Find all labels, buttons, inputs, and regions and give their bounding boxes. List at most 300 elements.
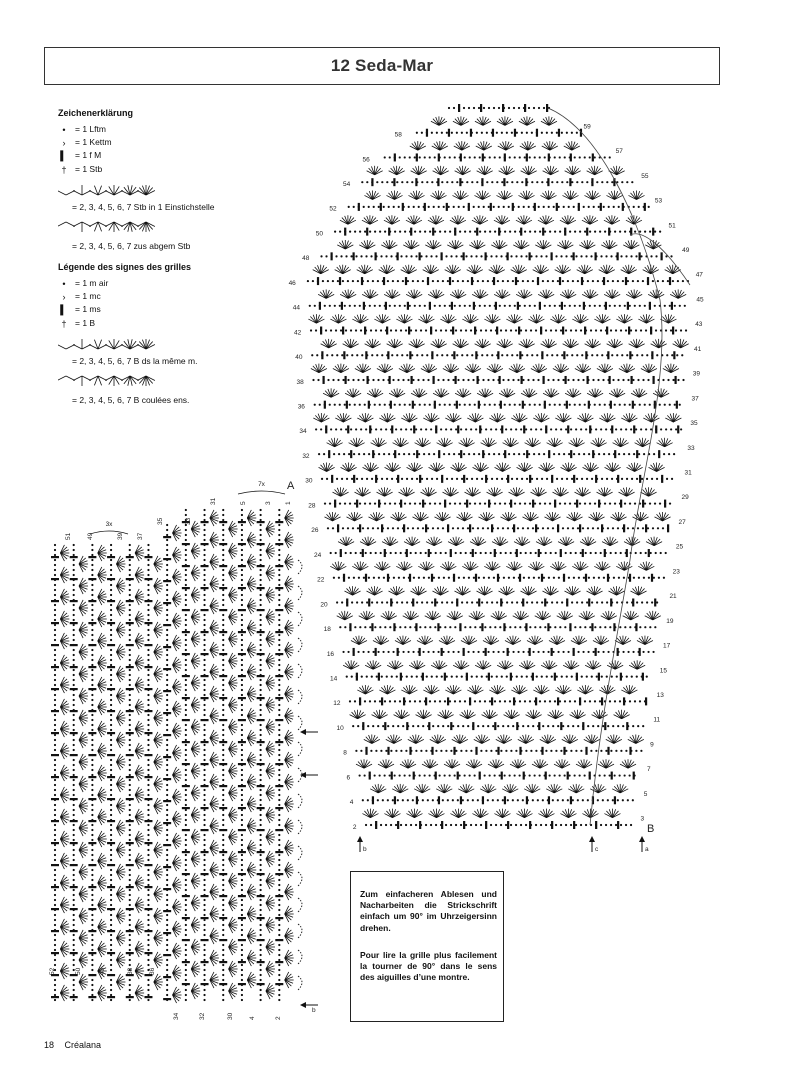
chain-dot — [147, 844, 149, 846]
chain-dot — [380, 750, 382, 752]
chain-dot — [129, 584, 131, 586]
chain-dot — [593, 206, 595, 208]
chain-dot — [260, 834, 262, 836]
sc-bar — [317, 277, 319, 285]
chain-dot — [110, 724, 112, 726]
chain-dot — [54, 859, 56, 861]
chain-dot — [394, 231, 396, 233]
chain-dot — [396, 181, 398, 183]
chain-dot — [489, 305, 491, 307]
chain-dot — [110, 544, 112, 546]
chain-dot — [522, 651, 524, 653]
chain-dot — [617, 799, 619, 801]
chain-dot — [241, 814, 243, 816]
chain-dot — [241, 934, 243, 936]
chain-dot — [377, 799, 379, 801]
chain-dot — [110, 894, 112, 896]
chain-dot — [535, 750, 537, 752]
chain-dot — [222, 869, 224, 871]
sc-bar — [562, 327, 564, 335]
sc-bar — [573, 475, 575, 483]
chain-dot — [278, 709, 280, 711]
chain-dot — [614, 774, 616, 776]
chain-dot — [334, 231, 336, 233]
chain-dot — [335, 428, 337, 430]
chain-dot — [147, 914, 149, 916]
sc-bar — [201, 741, 209, 743]
chain-dot — [222, 569, 224, 571]
chain-dot — [203, 714, 205, 716]
stitch-fan — [623, 611, 639, 620]
stitch-fan — [364, 734, 380, 743]
chain-dot — [611, 478, 613, 480]
chain-dot — [344, 626, 346, 628]
chain-dot — [241, 819, 243, 821]
chain-dot — [669, 305, 671, 307]
chain-dot — [509, 404, 511, 406]
chain-dot — [241, 659, 243, 661]
chain-dot — [565, 824, 567, 826]
chain-dot — [241, 664, 243, 666]
chain-dot — [597, 527, 599, 529]
chain-dot — [260, 859, 262, 861]
chain-dot — [147, 744, 149, 746]
sc-bar — [107, 578, 115, 580]
sc-bar — [413, 425, 415, 433]
chain-dot — [110, 564, 112, 566]
chain-dot — [433, 577, 435, 579]
sc-bar — [126, 578, 134, 580]
chain-dot — [335, 552, 337, 554]
chain-dot — [203, 954, 205, 956]
chain-dot — [222, 689, 224, 691]
stitch-fan — [173, 943, 182, 959]
chain-dot — [449, 774, 451, 776]
chain-dot — [389, 156, 391, 158]
chain-dot — [166, 914, 168, 916]
chain-dot — [54, 574, 56, 576]
chain-dot — [110, 639, 112, 641]
chain-dot — [185, 839, 187, 841]
chain-dot — [471, 478, 473, 480]
sc-bar — [517, 302, 519, 310]
chain-dot — [91, 759, 93, 761]
sc-bar — [219, 587, 227, 589]
chain-dot — [73, 894, 75, 896]
sc-bar — [275, 697, 283, 699]
sc-bar — [366, 376, 368, 384]
stitch-fan — [98, 897, 107, 913]
chain-dot — [260, 649, 262, 651]
chain-dot — [185, 989, 187, 991]
stitch-fan — [638, 314, 654, 323]
chain-dot — [110, 904, 112, 906]
sc-bar — [238, 807, 246, 809]
stitch-fan — [594, 561, 610, 570]
sc-bar — [126, 688, 134, 690]
chain-dot — [445, 428, 447, 430]
chain-dot — [610, 255, 612, 257]
chain-dot — [278, 614, 280, 616]
chain-dot — [166, 614, 168, 616]
chain-dot — [54, 784, 56, 786]
chain-dot — [203, 924, 205, 926]
chain-dot — [110, 634, 112, 636]
sc-bar — [537, 277, 539, 285]
chain-dot — [185, 684, 187, 686]
chain-dot — [110, 834, 112, 836]
chain-dot — [409, 156, 411, 158]
chain-dot — [222, 944, 224, 946]
chain-dot — [500, 552, 502, 554]
stitch-fan — [79, 974, 88, 990]
stitch-fan — [587, 166, 603, 175]
chain-dot — [574, 700, 576, 702]
sc-bar — [70, 666, 78, 668]
sc-bar — [525, 178, 527, 186]
chain-dot — [337, 379, 339, 381]
sc-bar — [257, 895, 265, 897]
sc-bar — [495, 302, 497, 310]
chain-dot — [147, 949, 149, 951]
stitch-fan — [210, 752, 219, 768]
stitch-fan — [550, 561, 566, 570]
stitch-fan — [229, 521, 238, 537]
chain-dot — [54, 984, 56, 986]
chain-dot — [586, 181, 588, 183]
sc-bar — [388, 376, 390, 384]
chain-dot — [166, 759, 168, 761]
chart-row — [323, 388, 669, 397]
chain-dot — [615, 428, 617, 430]
stitch-fan — [511, 413, 527, 422]
chain-dot — [203, 664, 205, 666]
sc-bar — [441, 475, 443, 483]
chain-dot — [278, 959, 280, 961]
chain-dot — [464, 156, 466, 158]
stitch-fan — [407, 463, 423, 472]
stitch-fan — [191, 653, 200, 669]
chart-row — [364, 191, 644, 200]
chain-dot — [366, 478, 368, 480]
sc-bar — [365, 351, 367, 359]
chain-dot — [91, 879, 93, 881]
chain-dot — [91, 889, 93, 891]
chain-dot — [540, 552, 542, 554]
chain-dot — [548, 577, 550, 579]
sc-bar — [636, 450, 638, 458]
sc-bar — [126, 710, 134, 712]
chain-dot — [110, 549, 112, 551]
stitch-fan — [560, 289, 576, 298]
chain-dot — [54, 809, 56, 811]
chain-dot — [166, 629, 168, 631]
sc-bar — [500, 401, 502, 409]
chain-dot — [73, 989, 75, 991]
sc-bar — [560, 722, 562, 730]
chain-dot — [129, 749, 131, 751]
chain-dot — [445, 329, 447, 331]
stitch-fan — [612, 784, 628, 793]
chain-dot — [419, 404, 421, 406]
chain-dot — [147, 984, 149, 986]
chain-dot — [73, 934, 75, 936]
stitch-fan — [638, 561, 654, 570]
chain-dot — [453, 206, 455, 208]
chart-column — [229, 521, 238, 999]
sc-bar — [674, 376, 676, 384]
chain-dot — [166, 524, 168, 526]
stitch-fan — [79, 578, 88, 594]
chain-dot — [555, 329, 557, 331]
chain-dot — [633, 206, 635, 208]
chain-dot — [499, 305, 501, 307]
stitch-fan — [340, 289, 356, 298]
chain-dot — [492, 799, 494, 801]
stitch-fan — [154, 644, 163, 660]
chain-dot — [422, 527, 424, 529]
chain-dot — [418, 577, 420, 579]
stitch-fan — [98, 721, 107, 737]
chain-dot — [54, 669, 56, 671]
sc-bar — [88, 996, 96, 998]
sc-bar — [592, 153, 594, 161]
stitch-fan — [621, 265, 637, 274]
sc-bar — [275, 675, 283, 677]
chain-dot — [147, 869, 149, 871]
column-label: a — [645, 846, 649, 853]
chain-dot — [110, 774, 112, 776]
chain-dot — [260, 959, 262, 961]
sc-bar — [529, 821, 531, 829]
chain-dot — [545, 552, 547, 554]
chain-dot — [483, 107, 485, 109]
stitch-fan — [645, 611, 661, 620]
chain-dot — [379, 700, 381, 702]
row-number-label: 18 — [323, 626, 331, 634]
chain-dot — [587, 280, 589, 282]
stitch-fan — [333, 487, 349, 496]
sc-bar — [182, 939, 190, 941]
chain-dot — [352, 379, 354, 381]
sc-bar — [560, 549, 562, 557]
chain-dot — [185, 899, 187, 901]
stitch-fan — [247, 840, 256, 856]
stitch-fan — [550, 314, 566, 323]
chain-dot — [260, 904, 262, 906]
chain-dot — [73, 954, 75, 956]
stitch-fan — [564, 586, 580, 595]
chain-dot — [427, 527, 429, 529]
chain-dot — [469, 774, 471, 776]
chain-dot — [147, 834, 149, 836]
chain-dot — [185, 644, 187, 646]
chain-dot — [566, 354, 568, 356]
chain-dot — [129, 879, 131, 881]
stitch-fan — [489, 685, 505, 694]
chain-dot — [203, 604, 205, 606]
chain-dot — [129, 639, 131, 641]
chain-dot — [339, 231, 341, 233]
chain-dot — [376, 676, 378, 678]
chain-dot — [463, 453, 465, 455]
stitch-fan — [340, 215, 356, 224]
chain-dot — [371, 478, 373, 480]
stitch-fan — [79, 842, 88, 858]
chain-dot — [278, 854, 280, 856]
stitch-fan — [210, 950, 219, 966]
chain-dot — [479, 305, 481, 307]
chain-dot — [681, 354, 683, 356]
chain-dot — [561, 132, 563, 134]
chain-dot — [432, 280, 434, 282]
chain-dot — [54, 649, 56, 651]
stitch-fan — [60, 655, 69, 671]
chain-dot — [617, 527, 619, 529]
sc-bar — [163, 646, 171, 648]
chain-dot — [147, 554, 149, 556]
sc-bar — [669, 277, 671, 285]
chain-dot — [91, 629, 93, 631]
stitch-fan — [266, 653, 275, 669]
chain-dot — [278, 754, 280, 756]
chain-dot — [454, 404, 456, 406]
stitch-fan — [554, 759, 570, 768]
chain-dot — [654, 231, 656, 233]
chain-dot — [549, 231, 551, 233]
sc-bar — [507, 648, 509, 656]
stitch-fan — [433, 166, 449, 175]
chain-dot — [386, 181, 388, 183]
chain-dot — [554, 700, 556, 702]
chain-dot — [222, 809, 224, 811]
chain-dot — [91, 574, 93, 576]
chain-dot — [473, 206, 475, 208]
chain-dot — [494, 700, 496, 702]
chain-dot — [431, 132, 433, 134]
stitch-fan — [350, 710, 366, 719]
stitch-fan — [210, 928, 219, 944]
row-number-label: 45 — [696, 296, 704, 304]
sc-bar — [219, 653, 227, 655]
chain-dot — [546, 601, 548, 603]
sc-bar — [529, 648, 531, 656]
sc-bar — [428, 722, 430, 730]
chain-dot — [613, 577, 615, 579]
chain-dot — [361, 181, 363, 183]
chain-dot — [54, 609, 56, 611]
sc-bar — [502, 104, 504, 112]
sc-bar — [566, 598, 568, 606]
chain-dot — [359, 774, 361, 776]
chain-dot — [391, 676, 393, 678]
chain-dot — [344, 404, 346, 406]
stitch-fan — [511, 685, 527, 694]
chain-dot — [354, 626, 356, 628]
chain-dot — [537, 651, 539, 653]
stitch-fan — [440, 314, 456, 323]
chain-dot — [54, 999, 56, 1001]
sc-bar — [569, 623, 571, 631]
chain-dot — [657, 280, 659, 282]
stitch-fan — [604, 215, 620, 224]
stitch-fan — [476, 586, 492, 595]
chain-dot — [682, 280, 684, 282]
stitch-fan — [191, 983, 200, 999]
stitch-fan — [135, 941, 144, 957]
stitch-fan — [154, 688, 163, 704]
chain-dot — [499, 502, 501, 504]
sc-bar — [107, 754, 115, 756]
chain-dot — [110, 994, 112, 996]
sc-bar — [353, 475, 355, 483]
chain-dot — [434, 700, 436, 702]
chain-dot — [129, 704, 131, 706]
chain-dot — [425, 750, 427, 752]
chain-dot — [562, 799, 564, 801]
chain-dot — [370, 750, 372, 752]
chain-dot — [260, 599, 262, 601]
chain-dot — [336, 601, 338, 603]
chain-dot — [346, 354, 348, 356]
chain-dot — [631, 354, 633, 356]
stitch-fan — [568, 784, 584, 793]
stitch-fan — [359, 240, 375, 249]
chain-dot — [354, 700, 356, 702]
chain-dot — [185, 864, 187, 866]
sc-bar — [331, 252, 333, 260]
chain-dot — [222, 584, 224, 586]
stitch-fan — [604, 289, 620, 298]
chain-dot — [320, 428, 322, 430]
chain-dot — [589, 231, 591, 233]
chain-dot — [489, 156, 491, 158]
stitch-fan — [191, 961, 200, 977]
chart-column — [210, 510, 219, 988]
sc-bar — [126, 622, 134, 624]
chain-dot — [646, 478, 648, 480]
chain-dot — [460, 824, 462, 826]
sc-bar — [346, 598, 348, 606]
chain-dot — [523, 577, 525, 579]
sc-bar — [356, 500, 358, 508]
sc-bar — [369, 772, 371, 780]
chain-dot — [606, 181, 608, 183]
chain-dot — [385, 255, 387, 257]
sc-bar — [479, 425, 481, 433]
chain-dot — [568, 453, 570, 455]
chain-dot — [650, 552, 652, 554]
chain-dot — [147, 699, 149, 701]
chain-dot — [278, 954, 280, 956]
chain-dot — [564, 774, 566, 776]
stitch-fan — [591, 438, 607, 447]
chain-dot — [665, 329, 667, 331]
stitch-fan — [414, 784, 430, 793]
chain-dot — [241, 734, 243, 736]
chain-dot — [539, 404, 541, 406]
chain-dot — [185, 569, 187, 571]
sc-bar — [107, 974, 115, 976]
chain-dot — [407, 799, 409, 801]
chain-dot — [639, 231, 641, 233]
chain-dot — [567, 379, 569, 381]
chain-dot — [483, 577, 485, 579]
chain-dot — [54, 904, 56, 906]
sc-bar — [541, 574, 543, 582]
chain-dot — [377, 280, 379, 282]
sc-bar — [275, 895, 283, 897]
